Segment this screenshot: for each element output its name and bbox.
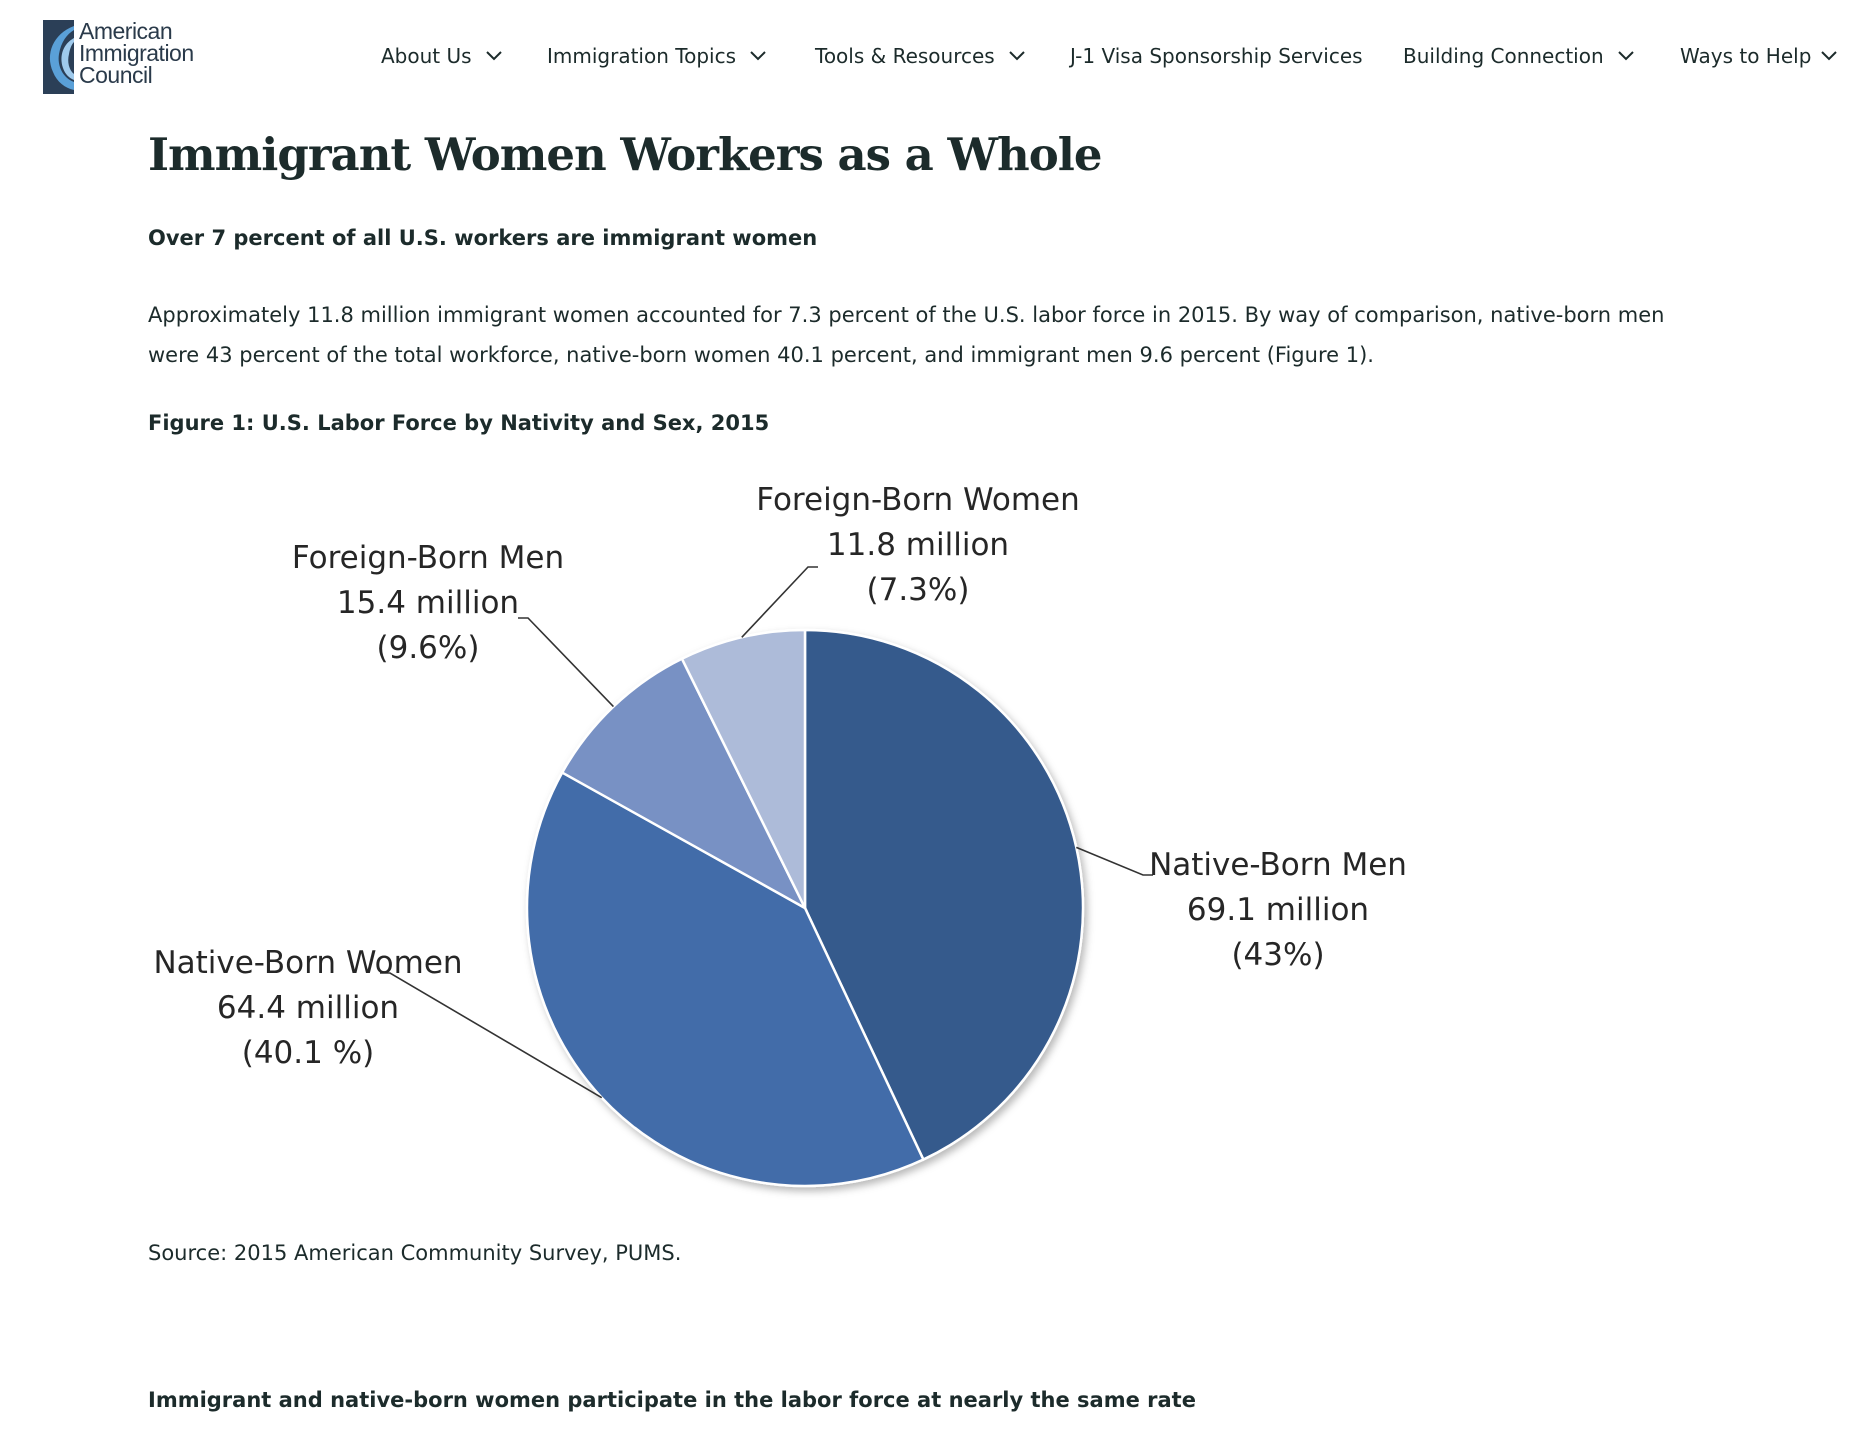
logo-line-1: American: [79, 18, 173, 44]
nav-item-label: Building Connection: [1403, 44, 1604, 68]
chevron-down-icon: [486, 51, 502, 61]
nav-item-label: Immigration Topics: [547, 44, 736, 68]
chevron-down-icon: [750, 51, 766, 61]
nav-item-tools-resources[interactable]: [815, 44, 1025, 68]
nav-item-about-us[interactable]: [381, 44, 502, 68]
slice-label: Foreign-Born Men: [291, 540, 565, 576]
slice-label: Native-Born Women: [153, 945, 463, 981]
nav-item-building-connection[interactable]: [1403, 44, 1634, 68]
section-subhead-2: Immigrant and native-born women participate in the labor force at nearly the same rate: [148, 1388, 1196, 1412]
slice-amount: 15.4 million: [336, 585, 520, 621]
nav-item-label: About Us: [381, 44, 472, 68]
slice-percent: (9.6%): [376, 630, 480, 666]
figure-caption: Figure 1: U.S. Labor Force by Nativity and Sex, 2015: [148, 411, 770, 435]
logo-line-2: Immigration: [79, 40, 194, 66]
slice-percent: (40.1 %): [241, 1035, 375, 1071]
leader-line: [742, 567, 818, 637]
nav-item-ways-to-help[interactable]: [1680, 44, 1837, 68]
chevron-down-icon: [1009, 51, 1025, 61]
nav-item-label: J-1 Visa Sponsorship Services: [1070, 44, 1363, 68]
chevron-down-icon: [1618, 51, 1634, 61]
nav-item-label: Ways to Help: [1680, 44, 1812, 68]
slice-percent: (7.3%): [866, 572, 970, 608]
slice-percent: (43%): [1231, 937, 1325, 973]
pie-chart: [148, 470, 1428, 1210]
leader-line: [518, 618, 613, 707]
slice-label: Native-Born Men: [1149, 847, 1407, 883]
nav-item-immigration-topics[interactable]: [547, 44, 766, 68]
site-header: [0, 0, 1850, 115]
logo-line-3: Council: [79, 62, 153, 88]
page-title: Immigrant Women Workers as a Whole: [148, 128, 1102, 181]
chevron-down-icon: [1821, 51, 1837, 61]
slice-amount: 11.8 million: [826, 527, 1010, 563]
nav-item-label: Tools & Resources: [815, 44, 995, 68]
slice-amount: 64.4 million: [216, 990, 400, 1026]
main-nav: [0, 40, 1850, 72]
section-subhead: Over 7 percent of all U.S. workers are immigrant women: [148, 226, 818, 250]
slice-amount: 69.1 million: [1186, 892, 1370, 928]
leader-line: [1076, 847, 1153, 875]
figure-source: Source: 2015 American Community Survey, PUMS.: [148, 1241, 682, 1265]
nav-item-j1-visa[interactable]: [1070, 44, 1363, 68]
slice-label: Foreign-Born Women: [756, 482, 1080, 518]
pie-slices: [527, 630, 1083, 1186]
body-paragraph: Approximately 11.8 million immigrant women accounted for 7.3 percent of the U.S. labor force in 2015. By way of comparison, native-born men were 43 percent of the total workforce, native-born women 40.1 percent, and immigrant men 9.6 percent (Figure 1).: [148, 303, 1665, 367]
